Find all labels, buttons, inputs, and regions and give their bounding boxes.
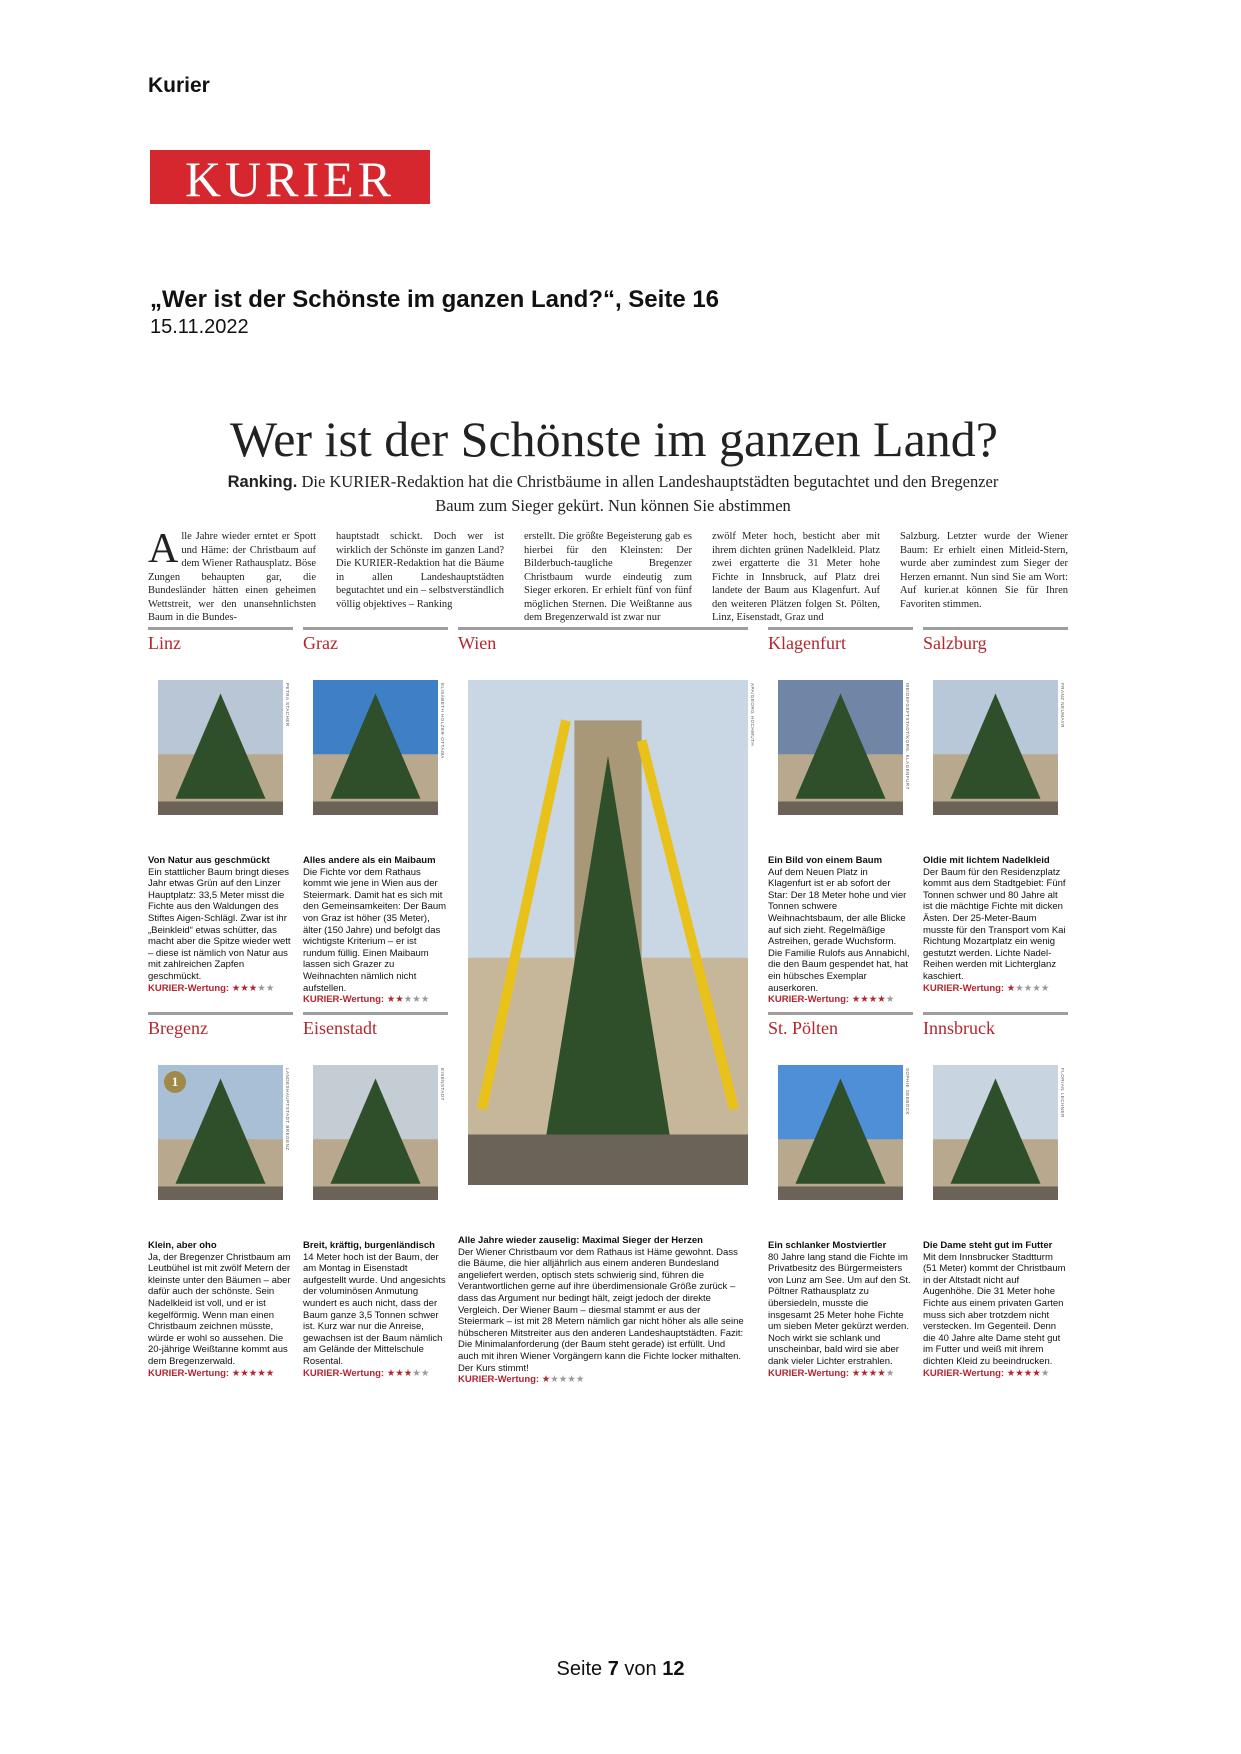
- photo-credit: EISENSTADT: [440, 1068, 445, 1101]
- rating-label: KURIER-Wertung:: [303, 994, 385, 1006]
- city-name-klagenfurt: Klagenfurt: [768, 633, 846, 653]
- section-rule: [303, 627, 448, 630]
- caption-title: Oldie mit lichtem Nadelkleid: [923, 855, 1050, 866]
- photo-credit: LANDESHAUPTSTADT BREGENZ: [285, 1068, 290, 1151]
- caption-wien: [458, 1235, 748, 1386]
- rating-stars-empty: ★★: [412, 1367, 430, 1379]
- city-name-eisenstadt: Eisenstadt: [303, 1018, 377, 1038]
- rating-stars-empty: ★★★★: [1015, 982, 1050, 994]
- rating-label: KURIER-Wertung:: [303, 1367, 385, 1379]
- rating-stars-filled: ★★★★: [851, 994, 886, 1006]
- rating-stars-filled: ★★★★★: [231, 1367, 275, 1379]
- rating-stars-empty: ★★: [257, 982, 275, 994]
- caption-title: Klein, aber oho: [148, 1240, 217, 1251]
- caption-graz: [303, 855, 448, 1006]
- caption-text: Ja, der Bregenzer Christbaum am Leutbühel ist mit zwölf Metern der kleinste unter den Bäumen – aber dafür auch der schönste. Sein Nadelkleid ist voll, und er ist kegelförmig. Wenn man einen Christbaum zeichnen müsste, würde er wohl so aussehen. Die 20-jährige Weißtanne kommt aus dem Bregenzerwald.: [148, 1251, 291, 1367]
- caption-title: Alle Jahre wieder zauselig: Maximal Sieger der Herzen: [458, 1235, 703, 1246]
- section-rule: [923, 627, 1068, 630]
- caption-title: Ein schlanker Mostviertler: [768, 1240, 887, 1251]
- section-rule: [148, 627, 293, 630]
- tree-photo-wien: [468, 680, 748, 1185]
- rank-badge: 1: [164, 1071, 186, 1093]
- rating-stars-empty: ★: [885, 1367, 895, 1379]
- caption-text: 80 Jahre lang stand die Fichte im Privatbesitz des Bürgermeisters von Lunz am See. Um auf den St. Pöltner Rathausplatz zu übersiedeln, musste die insgesamt 25 Meter hohe Fichte um sieben Meter gekürzt werden. Noch wirkt sie schlank und unscheinbar, bald wird sie aber dank vieler Lichter erstrahlen.: [768, 1251, 911, 1367]
- rating-label: KURIER-Wertung:: [768, 994, 850, 1006]
- caption-text: Auf dem Neuen Platz in Klagenfurt ist er ab sofort der Star: Der 18 Meter hohe und vier Tonnen schwere Weihnachtsbaum, der alle Blicke auf sich zieht. Regelmäßige Astreihen, gerade Wuchsform. Die Familie Rulofs aus Annabichl, die den Baum gespendet hat, hat ein hübsches Exemplar auserkoren.: [768, 866, 910, 994]
- city-name-wien: Wien: [458, 633, 497, 653]
- photo-credit: FLORIAN LECHNER: [1060, 1068, 1065, 1118]
- caption-eisenstadt: [303, 1240, 448, 1379]
- tree-photo-eisenstadt: [313, 1065, 438, 1200]
- body-text-1: lle Jahre wieder erntet er Spott und Häme: der Christbaum auf dem Wiener Rathausplatz. Böse Zungen behaupten gar, die Bundesländer hätten einen geheimen Wettstreit, wer den unansehnlichsten Baum in die Bundes-: [148, 531, 316, 623]
- photo-credit: PETRA STACHER: [285, 683, 290, 727]
- photo-credit: ELISABETH HOLZER-OTTAWA: [440, 683, 445, 759]
- rating-stars-filled: ★: [1006, 982, 1016, 994]
- tree-photo-linz: [158, 680, 283, 815]
- section-rule: [768, 1012, 913, 1015]
- caption-linz: [148, 855, 293, 994]
- page-footer: [0, 1658, 1241, 1681]
- caption-st-p-lten: [768, 1240, 913, 1379]
- tree-photo-salzburg: [933, 680, 1058, 815]
- footer-page: 7: [607, 1658, 619, 1680]
- caption-bregenz: [148, 1240, 293, 1379]
- photo-credit: SOPHIE SEEBÖCK: [905, 1068, 910, 1116]
- city-name-linz: Linz: [148, 633, 181, 653]
- photo-credit: FRANZ NEUMAYR: [1060, 683, 1065, 728]
- section-rule: [923, 1012, 1068, 1015]
- caption-text: 14 Meter hoch ist der Baum, der am Montag in Eisenstadt aufgestellt wurde. Und angesichts der voluminösen Anmutung wundert es auch nicht, dass der Baum ganze 3,5 Tonnen schwer ist. Kurz war nur die Anreise, gewachsen ist der Baum nämlich am Gelände der Mittelschule Rosental.: [303, 1251, 446, 1367]
- caption-title: Von Natur aus geschmückt: [148, 855, 270, 866]
- tree-photo-st-p-lten: [778, 1065, 903, 1200]
- footer-total: 12: [662, 1658, 685, 1680]
- photo-credit: APA/GEORG HOCHMUTH: [750, 683, 755, 747]
- rating-label: KURIER-Wertung:: [768, 1367, 850, 1379]
- rating-label: KURIER-Wertung:: [923, 982, 1005, 994]
- tree-photo-bregenz: [158, 1065, 283, 1200]
- section-rule: [303, 1012, 448, 1015]
- kurier-logo: KURIER: [150, 150, 430, 204]
- rating-label: KURIER-Wertung:: [458, 1374, 540, 1386]
- source-name: Kurier: [148, 74, 210, 97]
- caption-text: Der Baum für den Residenzplatz kommt aus dem Stadtgebiet: Fünf Tonnen schwer und 80 Jahre alt ist die mächtige Fichte mit dicken Ästen. Der 25-Meter-Baum musste für den Transport vom Kai Richtung Mozartplatz ein wenig gestutzt werden. Lichte Nadel-Reihen werden mit Lichterglanz kaschiert.: [923, 866, 1066, 982]
- lede-text: Die KURIER-Redaktion hat die Christbäume in allen Landeshauptstädten begutachtet und den Bregenzer Baum zum Sieger gekürt. Nun können Sie abstimmen: [301, 472, 999, 515]
- caption-title: Ein Bild von einem Baum: [768, 855, 883, 866]
- tree-photo-graz: [313, 680, 438, 815]
- footer-prefix: Seite: [556, 1658, 603, 1680]
- caption-title: Breit, kräftig, burgenländisch: [303, 1240, 435, 1251]
- caption-salzburg: [923, 855, 1068, 994]
- publication-date: 15.11.2022: [150, 316, 249, 338]
- rating-stars-filled: ★: [541, 1374, 551, 1386]
- rating-stars-empty: ★: [885, 994, 895, 1006]
- newspaper-clipping: [148, 400, 1080, 1400]
- body-column-1: [148, 526, 316, 625]
- rating-stars-filled: ★★★★: [851, 1367, 886, 1379]
- tree-photo-innsbruck: [933, 1065, 1058, 1200]
- city-name-st-p-lten: St. Pölten: [768, 1018, 839, 1038]
- clipping-lede: [218, 470, 1008, 518]
- caption-title: Alles andere als ein Maibaum: [303, 855, 436, 866]
- section-rule: [458, 627, 748, 630]
- caption-title: Die Dame steht gut im Futter: [923, 1240, 1053, 1251]
- caption-klagenfurt: [768, 855, 913, 1006]
- rating-label: KURIER-Wertung:: [923, 1367, 1005, 1379]
- caption-text: Mit dem Innsbrucker Stadtturm (51 Meter) kommt der Christbaum in der Altstadt nicht auf Augenhöhe. Die 31 Meter hohe Fichte aus einem privaten Garten muss sich aber trotzdem nicht verstecken. Im Gegenteil. Denn die 40 Jahre alte Dame steht gut im Futter und weiß mit ihrem dichten Kleid zu beeindrucken.: [923, 1251, 1066, 1367]
- rating-label: KURIER-Wertung:: [148, 982, 230, 994]
- rating-stars-empty: ★★★: [403, 994, 430, 1006]
- body-column-2: hauptstadt schickt. Doch wer ist wirklich der Schönste im ganzen Land? Die KURIER-Redaktion hat die Bäume in allen Landeshauptstädten begutachtet und ein – selbstverständlich völlig objektives – Ranking: [336, 531, 504, 610]
- rating-stars-empty: ★★★★: [550, 1374, 585, 1386]
- body-column-3: erstellt. Die größte Begeisterung gab es hierbei für den Kleinsten: Der Bilderbuch-taugliche Bregenzer Christbaum wurde eindeutig zum Sieger erkoren. Er erhielt fünf von fünf möglichen Sternen. Die Weißtanne aus dem Bregenzerwald ist zwar nur: [524, 531, 692, 623]
- rating-stars-filled: ★★★: [386, 1367, 413, 1379]
- lede-kicker: Ranking.: [227, 473, 298, 491]
- city-name-innsbruck: Innsbruck: [923, 1018, 995, 1038]
- city-name-bregenz: Bregenz: [148, 1018, 208, 1038]
- article-reference: „Wer ist der Schönste im ganzen Land?“, Seite 16: [150, 286, 720, 313]
- city-name-graz: Graz: [303, 633, 338, 653]
- dropcap: A: [148, 526, 179, 572]
- body-column-4: zwölf Meter hoch, besticht aber mit ihrem dichten grünen Nadelkleid. Platz zwei ergatterte die 31 Meter hohe Fichte in Innsbruck, auf Platz drei landete der Baum aus Klagenfurt. Auf den weiteren Plätzen folgen St. Pölten, Linz, Eisenstadt, Graz und: [712, 531, 880, 623]
- rating-stars-filled: ★★: [386, 994, 404, 1006]
- section-rule: [768, 627, 913, 630]
- section-rule: [148, 1012, 293, 1015]
- rating-stars-filled: ★★★: [231, 982, 258, 994]
- city-name-salzburg: Salzburg: [923, 633, 987, 653]
- photo-credit: WEIDEFGEFTSTADT/KORN. KLAGENFURT: [905, 683, 910, 790]
- caption-text: Ein stattlicher Baum bringt dieses Jahr etwas Grün auf den Linzer Hauptplatz: 33,5 Meter misst die Fichte aus den Waldungen des Stiftes Aigen-Schlägl. Zwar ist ihr „Beinkleid“ etwas schütter, das macht aber die Spitze wieder wett – diese ist nämlich von Natur aus mit zahlreichen Zapfen geschmückt.: [148, 866, 291, 982]
- tree-photo-klagenfurt: [778, 680, 903, 815]
- caption-text: Die Fichte vor dem Rathaus kommt wie jene in Wien aus der Steiermark. Damit hat es sich mit den Gemeinsamkeiten: Der Baum von Graz ist höher (35 Meter), älter (150 Jahre) und befolgt das wichtigste Kriterium – er ist rundum füllig. Einen Maibaum lassen sich Grazer zu Weihnachten nämlich nicht aufstellen.: [303, 866, 447, 994]
- footer-middle: von: [624, 1658, 657, 1680]
- caption-text: Der Wiener Christbaum vor dem Rathaus ist Häme gewohnt. Dass die Bäume, die hier alljährlich aus einem anderen Bundesland angeliefert werden, optisch stets schwierig sind, führen die Verantwortlichen gerne auf ihre überdimensionale Größe zurück – dass das Argument nur bedingt hält, zeigt jedoch der direkte Vergleich. Der Wiener Baum – diesmal stammt er aus der Steiermark – ist mit 28 Metern nämlich gar nicht höher als alle seine hübscheren Mitstreiter aus den anderen Landeshauptstädten. Fazit: Die Minimalanforderung (der Baum steht gerade) ist erfüllt. Und auch mit ihren Wiener Vorgängern kann die Fichte locker mithalten. Der Kurs stimmt!: [458, 1246, 744, 1374]
- rating-stars-filled: ★★★★: [1006, 1367, 1041, 1379]
- rating-label: KURIER-Wertung:: [148, 1367, 230, 1379]
- clipping-title: Wer ist der Schönste im ganzen Land?: [230, 411, 998, 467]
- caption-innsbruck: [923, 1240, 1068, 1379]
- body-column-5: Salzburg. Letzter wurde der Wiener Baum: Er erhielt einen Mitleid-Stern, wurde aber zumindest zum Sieger der Herzen ernannt. Nun sind Sie am Wort: Auf kurier.at können Sie für Ihren Favoriten stimmen.: [900, 531, 1068, 610]
- rating-stars-empty: ★: [1040, 1367, 1050, 1379]
